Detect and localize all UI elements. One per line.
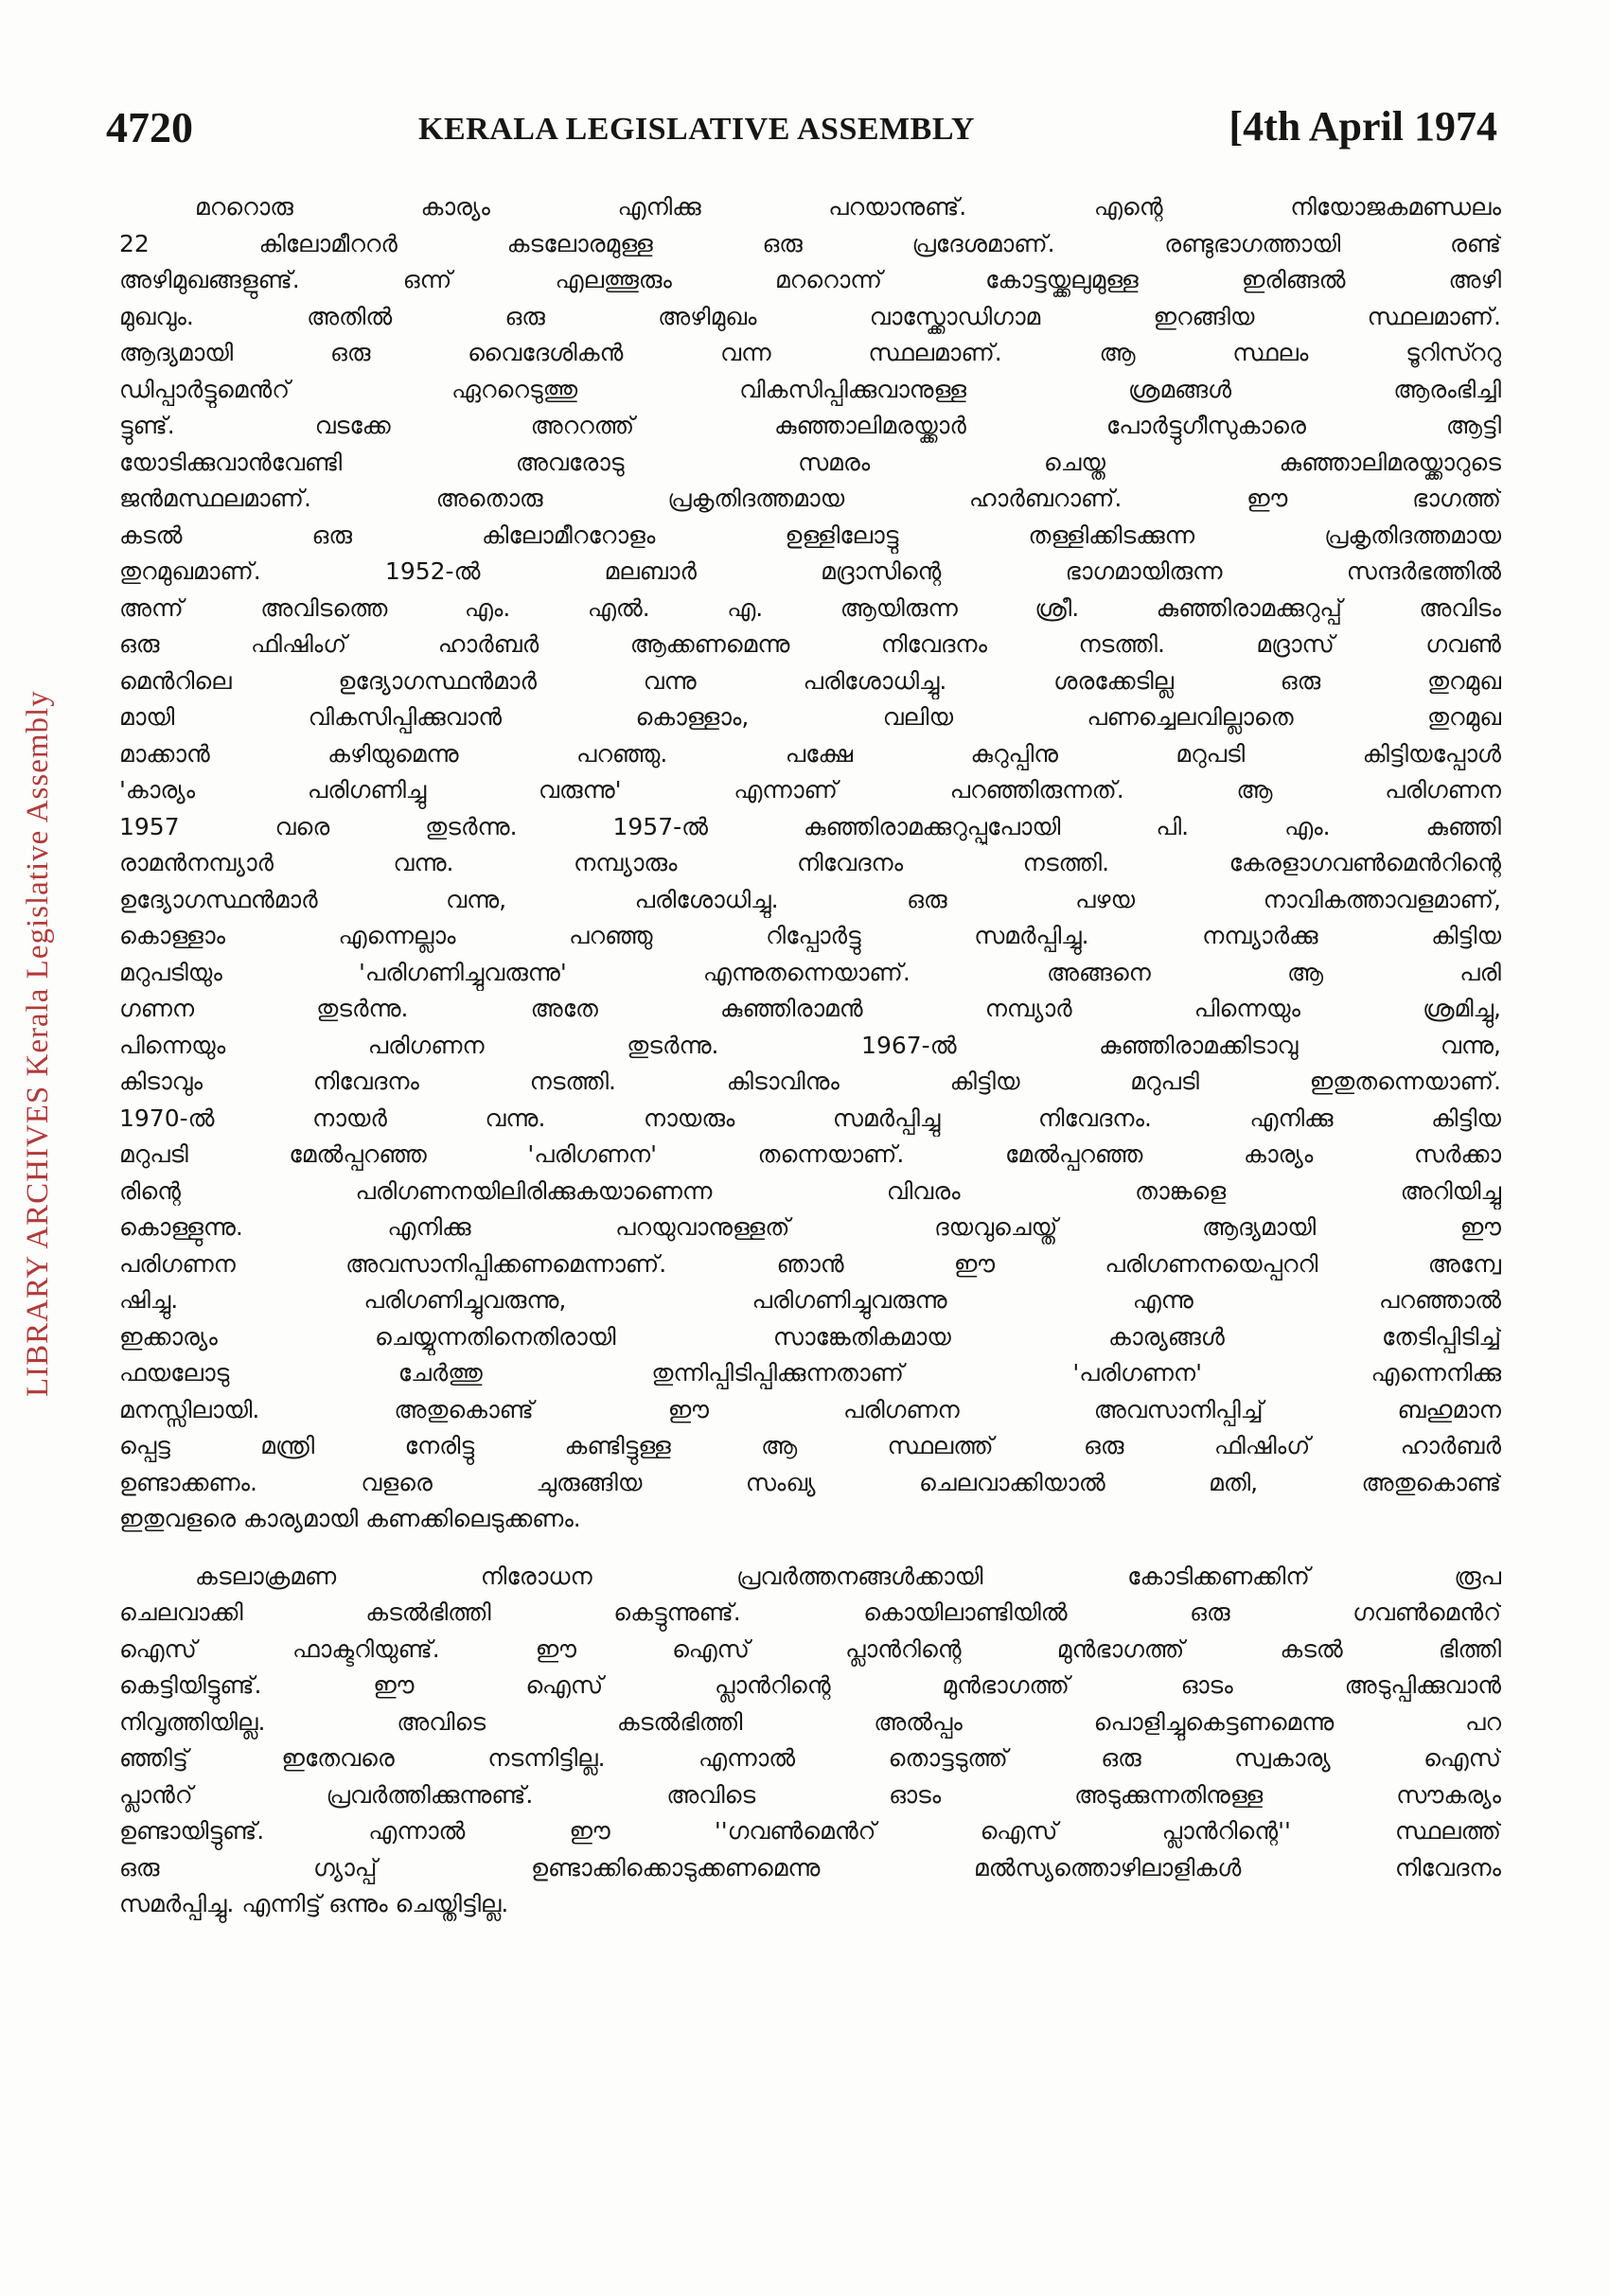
text-line: സമർപ്പിച്ചു. എന്നിട്ട് ഒന്നും ചെയ്തിട്ടില്ല. — [119, 1890, 509, 1917]
text-line: ഇക്കാര്യം ചെയ്യുന്നതിനെതിരായി സാങ്കേതികമായ കാര്യങ്ങൾ തേടിപ്പിടിച്ച് — [119, 1322, 1501, 1351]
text-line: 'കാര്യം പരിഗണിച്ചു വരുന്നു' എന്നാണ് പറഞ്ഞിരുന്നത്. ആ പരിഗണന — [119, 776, 1501, 804]
text-line: കടലാക്രമണ നിരോധന പ്രവർത്തനങ്ങൾക്കായി കോടിക്കണക്കിന് രൂപ — [195, 1562, 1501, 1590]
page-date: [4th April 1974 — [1229, 103, 1497, 150]
text-line: അഴിമുഖങ്ങളുണ്ട്. ഒന്ന് എലത്തൂരും മററൊന്ന് കോട്ടയ്ക്കലുമുള്ള ഇരിങ്ങൽ അഴി — [119, 266, 1501, 293]
text-line: ഒരു ഫിഷിംഗ് ഹാർബർ ആക്കണമെന്നു നിവേദനം നടത്തി. മദ്രാസ് ഗവൺ — [119, 630, 1501, 658]
page-number: 4720 — [106, 103, 193, 151]
text-line: ട്ടുണ്ട്. വടക്കേ അററത്ത് കുഞ്ഞാലിമരയ്ക്കാർ പോർട്ടുഗീസുകാരെ ആട്ടി — [119, 412, 1501, 439]
text-line: രിന്റെ പരിഗണനയിലിരിക്കുകയാണെന്ന വിവരം താങ്കളെ അറിയിച്ചു — [119, 1176, 1501, 1205]
text-line: കടൽ ഒരു കിലോമീററോളം ഉള്ളിലോട്ടു തള്ളിക്കിടക്കുന്ന പ്രകൃതിദത്തമായ — [119, 521, 1501, 549]
text-line: ഞ്ഞിട്ട് ഇതേവരെ നടന്നിട്ടില്ല. എന്നാൽ തൊട്ടടുത്ത് ഒരു സ്വകാര്യ ഐസ് — [119, 1744, 1501, 1772]
text-line: അന്ന് അവിടത്തെ എം. എൽ. എ. ആയിരുന്ന ശ്രീ. കുഞ്ഞിരാമക്കുറുപ്പ് അവിടം — [119, 593, 1501, 622]
text-line: പ്പെട്ട മന്ത്രി നേരിട്ടു കണ്ടിട്ടുള്ള ആ സ്ഥലത്ത് ഒരു ഫിഷിംഗ് ഹാർബർ — [119, 1432, 1501, 1459]
text-line: മാക്കാൻ കഴിയുമെന്നു പറഞ്ഞു. പക്ഷേ കുറുപ്പിനു മറുപടി കിട്ടിയപ്പോൾ — [119, 739, 1501, 768]
text-line: ഉദ്യോഗസ്ഥൻമാർ വന്നു, പരിശോധിച്ചു. ഒരു പഴയ നാവികത്താവളമാണ്, — [119, 885, 1501, 913]
text-line: ഡിപ്പാർട്ടുമെൻറ് ഏററെടുത്തു വികസിപ്പിക്കുവാനുള്ള ശ്രമങ്ങൾ ആരംഭിച്ചി — [119, 375, 1501, 403]
text-line: പ്ലാൻറ് പ്രവർത്തിക്കുന്നുണ്ട്. അവിടെ ഓടം അടുക്കുന്നതിനുള്ള സൗകര്യം — [119, 1780, 1501, 1809]
text-line: ചെലവാക്കി കടൽഭിത്തി കെട്ടുന്നുണ്ട്. കൊയിലാണ്ടിയിൽ ഒരു ഗവൺമെൻറ് — [119, 1598, 1501, 1626]
text-line: കൊള്ളുന്നു. എനിക്കു പറയുവാനുള്ളത് ദയവുചെയ്ത് ആദ്യമായി ഈ — [119, 1213, 1501, 1241]
archive-watermark: LIBRARY ARCHIVES Kerala Legislative Assembly — [21, 690, 55, 1397]
text-line: 1970-ൽ നായർ വന്നു. നായരും സമർപ്പിച്ചു നിവേദനം. എനിക്കു കിട്ടിയ — [119, 1104, 1501, 1132]
journal-title: KERALA LEGISLATIVE ASSEMBLY — [418, 112, 975, 147]
text-line: മെൻറിലെ ഉദ്യോഗസ്ഥൻമാർ വന്നു പരിശോധിച്ചു. ശരക്കേടില്ല ഒരു തുറമുഖ — [119, 666, 1501, 695]
text-line: ഫയലോടു ചേർത്തു തുന്നിപ്പിടിപ്പിക്കുന്നതാണ് 'പരിഗണന' എന്നെനിക്കു — [119, 1359, 1501, 1386]
text-line: ഷിച്ചു. പരിഗണിച്ചുവരുന്നു, പരിഗണിച്ചുവരുന്നു എന്നു പറഞ്ഞാൽ — [119, 1286, 1501, 1314]
text-line: മററൊരു കാര്യം എനിക്കു പറയാനുണ്ട്. എന്റെ നിയോജകമണ്ഡലം — [195, 193, 1501, 221]
text-line: ഉണ്ടാക്കണം. വളരെ ചുരുങ്ങിയ സംഖ്യ ചെലവാക്കിയാൽ മതി, അതുകൊണ്ട് — [119, 1468, 1501, 1496]
text-line: മുഖവും. അതിൽ ഒരു അഴിമുഖം വാസ്ക്കോഡിഗാമ ഇറങ്ങിയ സ്ഥലമാണ്. — [119, 302, 1501, 330]
text-line: യോടിക്കുവാൻവേണ്ടി അവരോടു സമരം ചെയ്ത കുഞ്ഞാലിമരയ്ക്കാറുടെ — [119, 448, 1501, 476]
text-line: ഐസ് ഫാക്ടറിയുണ്ട്. ഈ ഐസ് പ്ലാൻറിന്റെ മുൻഭാഗത്ത് കടൽ ഭിത്തി — [119, 1634, 1501, 1663]
paragraph-1 — [119, 189, 1501, 1538]
page-header — [106, 102, 1497, 159]
text-line: മനസ്സിലായി. അതുകൊണ്ട് ഈ പരിഗണന അവസാനിപ്പിച്ച് ബഹുമാന — [119, 1395, 1501, 1423]
text-line: പരിഗണന അവസാനിപ്പിക്കണമെന്നാണ്. ഞാൻ ഈ പരിഗണനയെപ്പററി അന്വേ — [119, 1249, 1501, 1278]
text-line: 1957 വരെ തുടർന്നു. 1957-ൽ കുഞ്ഞിരാമക്കുറുപ്പുപോയി പി. എം. കുഞ്ഞി — [119, 812, 1501, 840]
text-line: മായി വികസിപ്പിക്കുവാൻ കൊള്ളാം, വലിയ പണച്ചെലവില്ലാതെ തുറമുഖ — [119, 703, 1501, 731]
text-line: ഗണന തുടർന്നു. അതേ കുഞ്ഞിരാമൻ നമ്പ്യാർ പിന്നെയും ശ്രമിച്ചു, — [119, 995, 1501, 1022]
text-line: തുറമുഖമാണ്. 1952-ൽ മലബാർ മദ്രാസിന്റെ ഭാഗമായിരുന്ന സന്ദർഭത്തിൽ — [119, 557, 1501, 585]
text-line: രാമൻനമ്പ്യാർ വന്നു. നമ്പ്യാരും നിവേദനം നടത്തി. കേരളാഗവൺമെൻറിന്റെ — [119, 849, 1501, 876]
paragraph-2 — [119, 1559, 1501, 1923]
text-line: മറുപടിയും 'പരിഗണിച്ചുവരുന്നു' എന്നുതന്നെയാണ്. അങ്ങനെ ആ പരി — [119, 958, 1501, 986]
text-line: പിന്നെയും പരിഗണന തുടർന്നു. 1967-ൽ കുഞ്ഞിരാമക്കിടാവു വന്നു, — [119, 1031, 1501, 1059]
text-line: കൊള്ളാം എന്നെല്ലാം പറഞ്ഞു റിപ്പോർട്ടു സമർപ്പിച്ചു. നമ്പ്യാർക്കു കിട്ടിയ — [119, 922, 1501, 949]
text-line: ജൻമസ്ഥലമാണ്. അതൊരു പ്രകൃതിദത്തമായ ഹാർബറാണ്. ഈ ഭാഗത്ത് — [119, 485, 1501, 512]
text-line: നിവൃത്തിയില്ല. അവിടെ കടൽഭിത്തി അൽപ്പം പൊളിച്ചുകെട്ടണമെന്നു പറ — [119, 1707, 1501, 1736]
text-line: ആദ്യമായി ഒരു വൈദേശികൻ വന്ന സ്ഥലമാണ്. ആ സ്ഥലം ടൂറിസ്ററു — [119, 339, 1501, 366]
text-line: കിടാവും നിവേദനം നടത്തി. കിടാവിനും കിട്ടിയ മറുപടി ഇതുതന്നെയാണ്. — [119, 1068, 1501, 1095]
body-text — [119, 189, 1501, 1923]
text-line: കെട്ടിയിട്ടുണ്ട്. ഈ ഐസ് പ്ലാൻറിന്റെ മുൻഭാഗത്ത് ഓടം അടുപ്പിക്കുവാൻ — [119, 1671, 1501, 1699]
text-line: ഒരു ഗ്യാപ്പ് ഉണ്ടാക്കിക്കൊടുക്കണമെന്നു മൽസ്യത്തൊഴിലാളികൾ നിവേദനം — [119, 1853, 1501, 1881]
text-line: ഉണ്ടായിട്ടുണ്ട്. എന്നാൽ ഈ ''ഗവൺമെൻറ് ഐസ് പ്ലാൻറിന്റെ'' സ്ഥലത്ത് — [119, 1817, 1501, 1845]
text-line: ഇതുവളരെ കാര്യമായി കണക്കിലെടുക്കണം. — [119, 1505, 581, 1532]
text-line: മറുപടി മേൽപ്പറഞ്ഞ 'പരിഗണന' തന്നെയാണ്. മേൽപ്പറഞ്ഞ കാര്യം സർക്കാ — [119, 1140, 1501, 1168]
text-line: 22 കിലോമീററർ കടലോരമുള്ള ഒരു പ്രദേശമാണ്. രണ്ടുഭാഗത്തായി രണ്ട് — [119, 229, 1501, 257]
